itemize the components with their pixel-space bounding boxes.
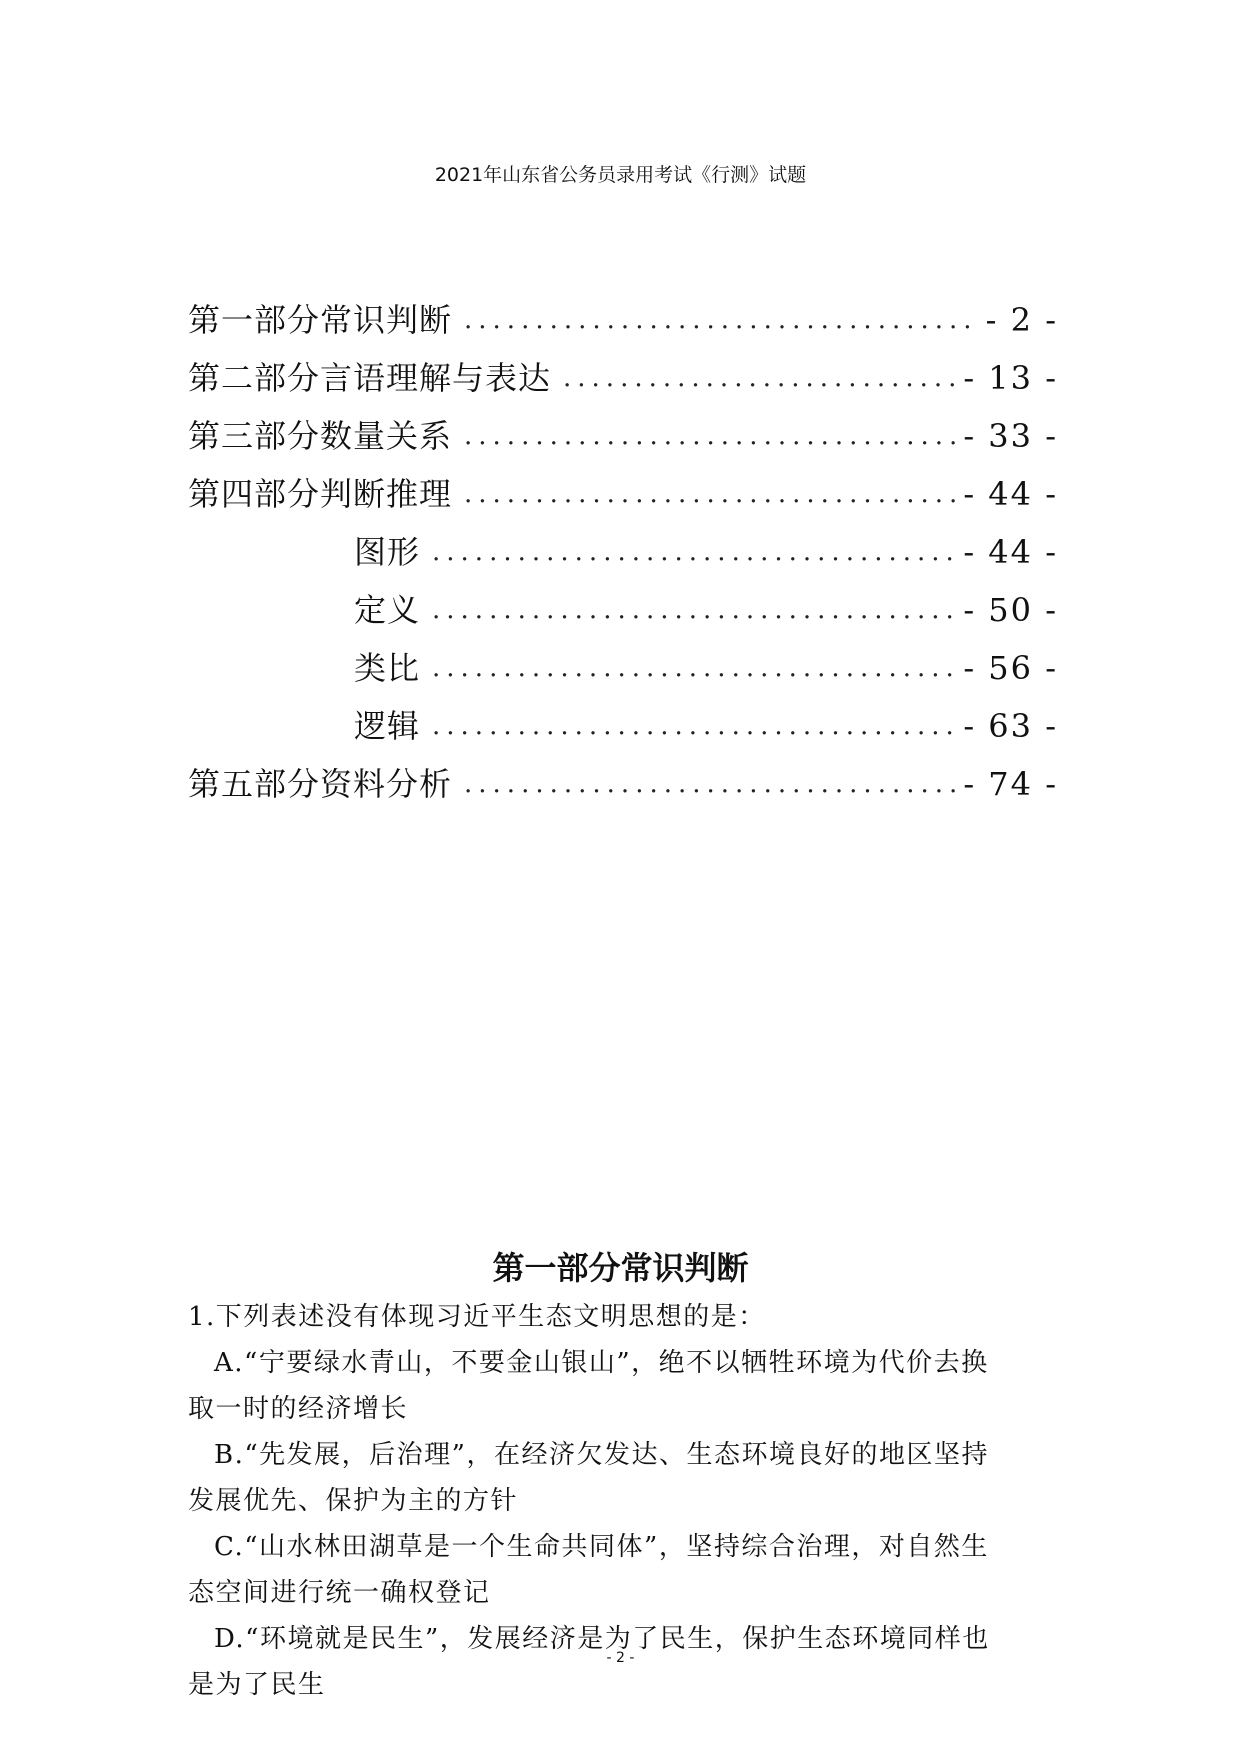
toc-entry-label: 第五部分资料分析	[188, 765, 453, 803]
toc-entry-1[interactable]	[188, 298, 1058, 342]
toc-entry-label: 第二部分言语理解与表达	[188, 359, 552, 397]
toc-entry-page: - 56 -	[963, 649, 1058, 687]
option-d-line-1: D.“环境就是民生”，发展经济是为了民生，保护生态环境同样也	[214, 1624, 990, 1654]
toc-entry-label: 第三部分数量关系	[188, 417, 453, 455]
toc-entry-4[interactable]	[188, 472, 1058, 516]
option-a-line-2: 取一时的经济增长	[188, 1394, 409, 1424]
toc-entry-page: - 74 -	[963, 765, 1058, 803]
page-number: - 2 -	[606, 1650, 635, 1666]
toc-entry-page: - 44 -	[963, 533, 1058, 571]
toc-entry-6[interactable]	[354, 588, 1058, 632]
option-c-line-1: C.“山水林田湖草是一个生命共同体”，坚持综合治理，对自然生	[214, 1532, 989, 1562]
toc-leader-dots	[432, 646, 957, 690]
toc-entry-9[interactable]	[188, 762, 1058, 806]
toc-entry-page: - 50 -	[963, 591, 1058, 629]
toc-leader-dots	[432, 588, 957, 632]
toc-leader-dots	[464, 414, 957, 458]
option-c	[188, 1524, 1058, 1616]
toc-entry-page: - 2 -	[985, 301, 1058, 339]
toc-entry-8[interactable]	[354, 704, 1058, 748]
toc-entry-label: 定义	[354, 591, 421, 629]
option-a	[188, 1340, 1058, 1432]
toc-leader-dots	[464, 762, 957, 806]
option-b-line-2: 发展优先、保护为主的方针	[188, 1486, 519, 1516]
toc-entry-label: 类比	[354, 649, 421, 687]
toc-entry-3[interactable]	[188, 414, 1058, 458]
toc-entry-page: - 33 -	[963, 417, 1058, 455]
toc-leader-dots	[432, 704, 957, 748]
toc-leader-dots	[432, 530, 957, 574]
option-b	[188, 1432, 1058, 1524]
toc-entry-label: 逻辑	[354, 707, 421, 745]
section-heading: 第一部分常识判断	[492, 1249, 749, 1287]
option-b-line-1: B.“先发展，后治理”，在经济欠发达、生态环境良好的地区坚持	[214, 1440, 989, 1470]
page-header-title: 2021年山东省公务员录用考试《行测》试题	[434, 164, 807, 186]
toc-entry-label: 第一部分常识判断	[188, 301, 453, 339]
option-a-line-1: A.“宁要绿水青山，不要金山银山”，绝不以牺牲环境为代价去换	[214, 1348, 989, 1378]
option-c-line-2: 态空间进行统一确权登记	[188, 1578, 491, 1608]
question-stem: 1.下列表述没有体现习近平生态文明思想的是：	[188, 1302, 766, 1332]
toc-entry-label: 图形	[354, 533, 421, 571]
toc-leader-dots	[464, 298, 980, 342]
toc-entry-page: - 13 -	[963, 359, 1058, 397]
toc-entry-label: 第四部分判断推理	[188, 475, 453, 513]
toc-leader-dots	[464, 472, 957, 516]
toc-entry-page: - 44 -	[963, 475, 1058, 513]
toc-entry-page: - 63 -	[963, 707, 1058, 745]
toc-entry-7[interactable]	[354, 646, 1058, 690]
toc-entry-5[interactable]	[354, 530, 1058, 574]
option-d-line-2: 是为了民生	[188, 1670, 326, 1700]
toc-leader-dots	[563, 356, 957, 400]
toc-entry-2[interactable]	[188, 356, 1058, 400]
